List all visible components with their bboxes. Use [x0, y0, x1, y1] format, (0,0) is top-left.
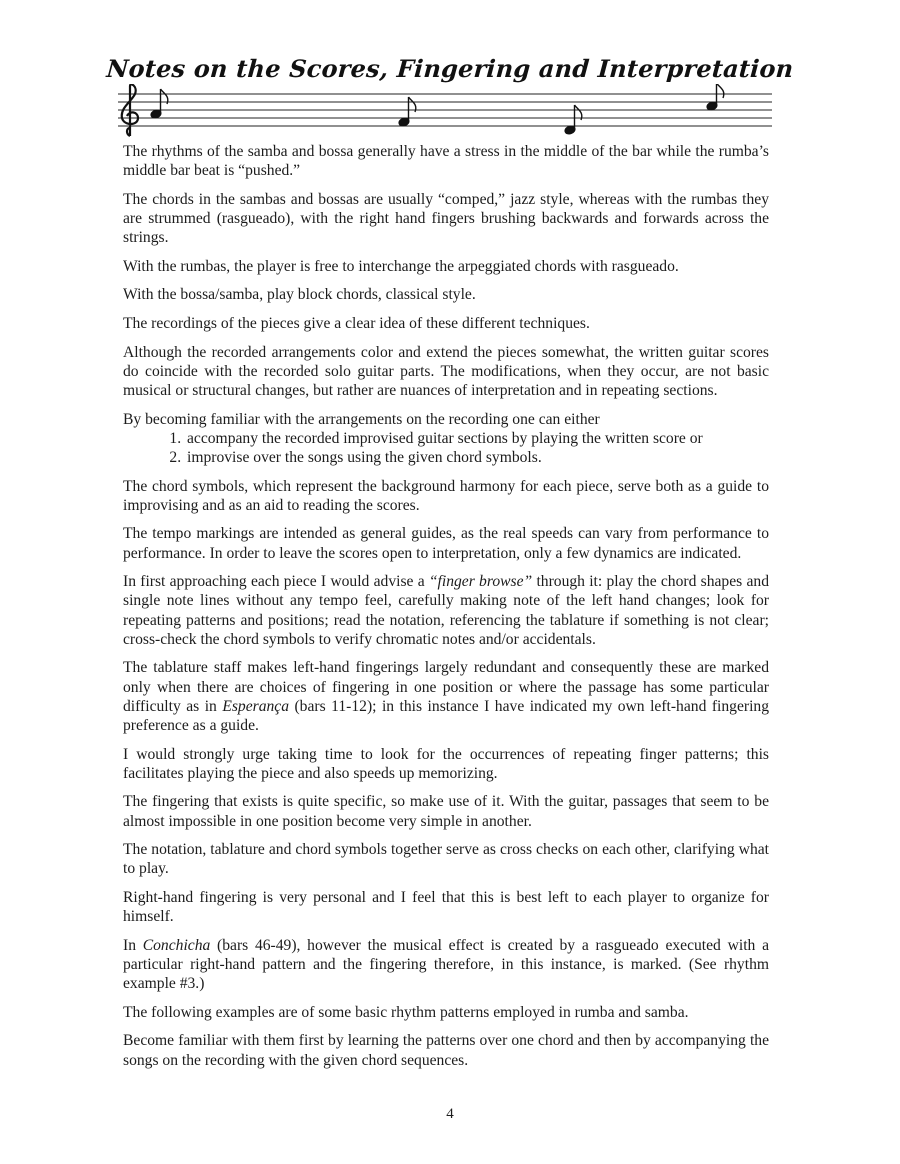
text-run: The tablature staff makes left-hand fingerings largely redundant and consequently these are marked only when there are choices of fingering in one position or where the passage has some particular difficulty as in: [123, 659, 769, 715]
music-staff-decoration: [118, 84, 772, 144]
paragraph: The following examples are of some basic rhythm patterns employed in rumba and samba.: [123, 1003, 689, 1021]
eighth-note-icon: [706, 84, 724, 111]
paragraph: By becoming familiar with the arrangements on the recording one can either: [123, 410, 600, 428]
paragraph: With the bossa/samba, play block chords, classical style.: [123, 286, 476, 304]
paragraph: With the rumbas, the player is free to interchange the arpeggiated chords with rasgueado.: [123, 257, 679, 275]
text-run: In: [123, 936, 143, 954]
text-run: (bars 11-12); in this instance I have indicated my own left-hand fingering preference as a guide.: [123, 697, 770, 734]
paragraph: The notation, tablature and chord symbols together serve as cross checks on each other, clarifying what to play.: [123, 841, 769, 878]
numbered-list: [123, 429, 769, 467]
emphasis-text: Conchicha: [142, 936, 211, 954]
paragraph: I would strongly urge taking time to look for the occurrences of repeating finger patterns; this facilitates playing the piece and also speeds up memorizing.: [123, 745, 769, 782]
body-text: [123, 142, 769, 1079]
paragraph: [123, 572, 769, 649]
text-run: In first approaching each piece I would advise a: [123, 573, 429, 591]
page-title: Notes on the Scores, Fingering and Interpretation: [105, 54, 795, 83]
emphasis-text: “finger browse”: [428, 573, 533, 591]
paragraph: The recordings of the pieces give a clear idea of these different techniques.: [123, 314, 590, 332]
paragraph: The tempo markings are intended as general guides, as the real speeds can vary from performance to performance. In order to leave the scores open to interpretation, only a few dynamics are indicated.: [123, 525, 769, 562]
paragraph: The chords in the sambas and bossas are usually “comped,” jazz style, whereas with the rumbas they are strummed (rasgueado), with the right hand fingers brushing backwards and forwards across the strings.: [123, 190, 769, 247]
paragraph: The fingering that exists is quite specific, so make use of it. With the guitar, passages that seem to be almost impossible in one position become very simple in another.: [123, 793, 769, 830]
emphasis-text: Esperança: [222, 697, 290, 715]
list-item: 1. accompany the recorded improvised guitar sections by playing the written score or: [185, 429, 769, 448]
paragraph: [123, 936, 769, 994]
paragraph: The chord symbols, which represent the background harmony for each piece, serve both as a guide to improvising and as an aid to reading the scores.: [123, 477, 769, 514]
paragraph: Although the recorded arrangements color and extend the pieces somewhat, the written guitar scores do coincide with the recorded solo guitar parts. The modifications, when they occur, are not basic musical or structural changes, but rather are nuances of interpretation and in repeating sections.: [123, 343, 769, 399]
page-number: 4: [446, 1106, 454, 1122]
paragraph: The rhythms of the samba and bossa generally have a stress in the middle of the bar while the rumba’s middle bar beat is “pushed.”: [123, 143, 769, 180]
text-run: through it: play the chord shapes and single note lines without any tempo feel, carefully making note of the left hand changes; look for repeating patterns and positions; read the notation, referencing the tablature if something is not clear; cross-check the chord symbols to verify chromatic notes and/or accidentals.: [123, 573, 769, 648]
paragraph: Become familiar with them first by learning the patterns over one chord and then by accompanying the songs on the recording with the given chord sequences.: [123, 1032, 769, 1069]
paragraph: [123, 658, 769, 735]
text-run: (bars 46-49), however the musical effect is created by a rasgueado executed with a particular right-hand pattern and the fingering therefore, in this instance, is marked. (See rhythm example #3.): [123, 936, 769, 993]
paragraph: Right-hand fingering is very personal and I feel that this is best left to each player to organize for himself.: [123, 888, 769, 926]
list-item: 2. improvise over the songs using the given chord symbols.: [185, 448, 769, 467]
